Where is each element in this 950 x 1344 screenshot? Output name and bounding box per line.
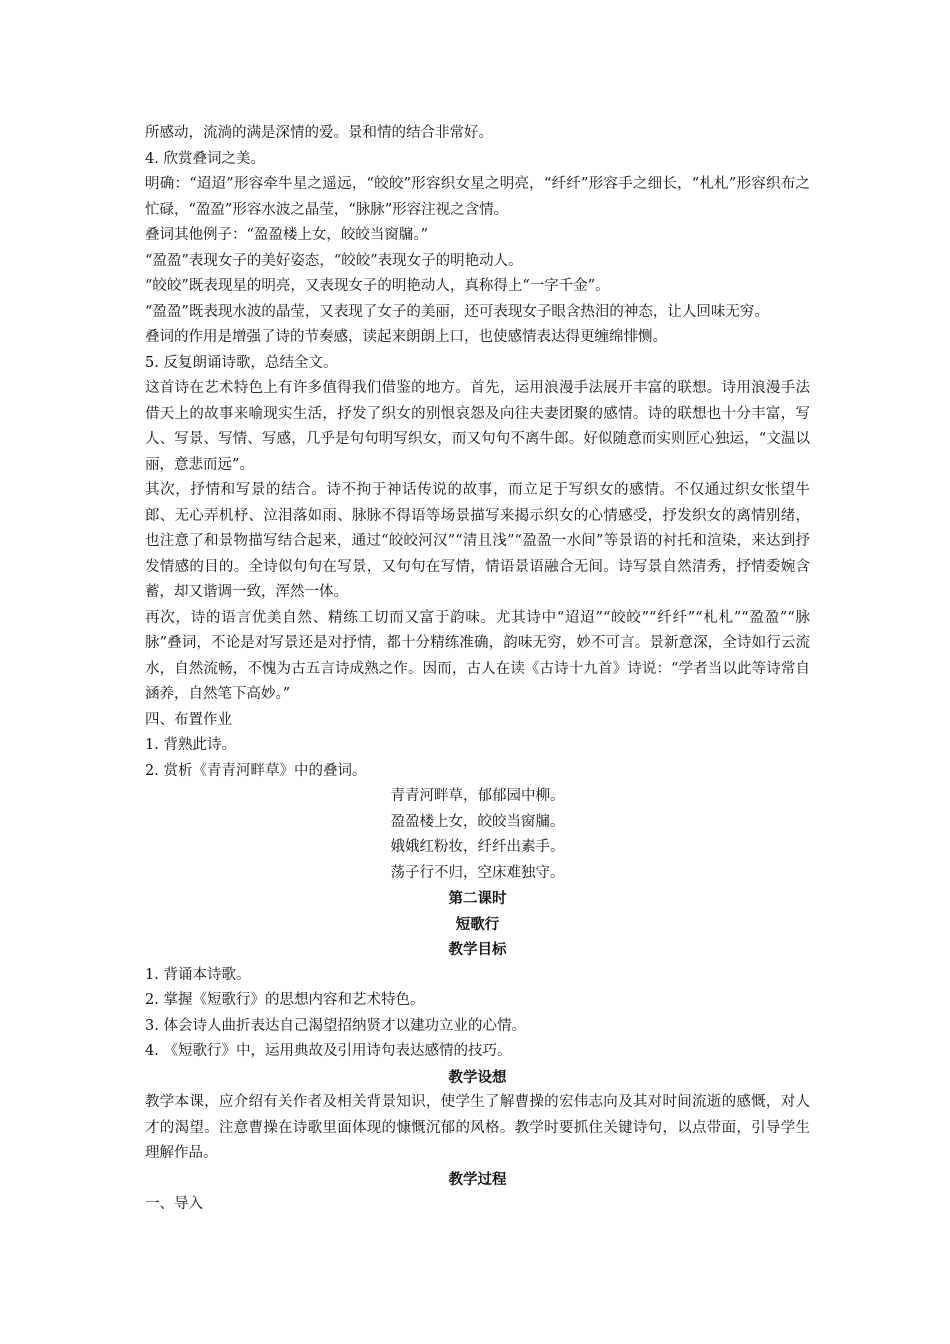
- goal-item: 4. 《短歌行》中，运用典故及引用诗句表达感情的技巧。: [145, 1043, 512, 1059]
- lesson-heading: 第二课时: [448, 890, 507, 907]
- goal-item: 3. 体会诗人曲折表达自己渴望招纳贤才以建功立业的心情。: [145, 1017, 526, 1034]
- paragraph: “皎皎”既表现星的明亮，又表现女子的明艳动人，真称得上“一字千金”。: [145, 278, 610, 294]
- paragraph: “盈盈”既表现水波的晶莹，又表现了女子的美丽，还可表现女子眼含热泪的神态，让人回味无穷。: [145, 303, 769, 320]
- poem-line: 娥娥红粉妆，纤纤出素手。: [390, 839, 565, 855]
- section-heading: 四、布置作业: [145, 711, 232, 728]
- goal-item: 2. 掌握《短歌行》的思想内容和艺术特色。: [145, 992, 425, 1008]
- list-item: 2. 赏析《青青河畔草》中的叠词。: [145, 762, 367, 779]
- design-heading: 教学设想: [448, 1068, 507, 1086]
- document-page: [145, 121, 810, 1218]
- paragraph: 其次，抒情和写景的结合。诗不拘于神话传说的故事，而立足于写织女的感情。不仅通过织女怅望牛郎、无心弄机杼、泣泪落如雨、脉脉不得语等场景描写来揭示织女的心情感受，抒发织女的离情别绪，也注意了和景物描写结合起来，通过“皎皎河汉”“清且浅”“盈盈一水间”等景语的衬托和渲染，来达到抒发情感的目的。全诗似句句在写景，又句句在写情，情语景语融合无间。诗写景自然清秀，抒情委婉含蓄，却又谐调一致，浑然一体。: [145, 482, 810, 600]
- paragraph: 这首诗在艺术特色上有许多值得我们借鉴的地方。首先，运用浪漫手法展开丰富的联想。诗用浪漫手法借天上的故事来喻现实生活，抒发了织女的别恨哀怨及向往夫妻团聚的感情。诗的联想也十分丰富，写人、写景、写情、写感，几乎是句句明写织女，而又句句不离牛郎。好似随意而实则匠心独运，“文温以丽，意悲而远”。: [145, 380, 810, 473]
- paragraph: 明确：“迢迢”形容牵牛星之遥远，“皎皎”形容织女星之明亮，“纤纤”形容手之细长，“札札”形容织布之忙碌，“盈盈”形容水波之晶莹，“脉脉”形容注视之含情。: [145, 176, 810, 218]
- list-item: 1. 背熟此诗。: [145, 737, 236, 753]
- paragraph: 所感动，流淌的满是深情的爱。景和情的结合非常好。: [145, 125, 493, 141]
- paragraph: 叠词其他例子：“盈盈楼上女，皎皎当窗牖。”: [145, 227, 429, 243]
- poem-line: 盈盈楼上女，皎皎当窗牖。: [390, 813, 565, 830]
- paragraph: “盈盈”表现女子的美好姿态，“皎皎”表现女子的明艳动人。: [145, 252, 523, 269]
- goals-heading: 教学目标: [448, 941, 507, 958]
- lesson-title: 短歌行: [455, 915, 500, 933]
- design-paragraph: 教学本课，应介绍有关作者及相关背景知识，使学生了解曹操的宏伟志向及其对时间流逝的感慨，对人才的渴望。注意曹操在诗歌里面体现的慷慨沉郁的风格。教学时要抓住关键诗句，以点带面，引导学生理解作品。: [145, 1094, 810, 1161]
- paragraph: 4. 欣赏叠词之美。: [145, 150, 265, 167]
- paragraph: 5. 反复朗诵诗歌，总结全文。: [145, 354, 338, 371]
- goal-item: 1. 背诵本诗歌。: [145, 966, 251, 983]
- process-heading: 教学过程: [448, 1170, 507, 1188]
- process-step: 一、导入: [145, 1196, 203, 1212]
- poem-line: 青青河畔草，郁郁园中柳。: [390, 788, 565, 804]
- paragraph: 叠词的作用是增强了诗的节奏感，读起来朗朗上口，也使感情表达得更缠绵悱恻。: [145, 329, 667, 345]
- poem-line: 荡子行不归，空床难独守。: [390, 864, 565, 881]
- paragraph: 再次，诗的语言优美自然、精练工切而又富于韵味。尤其诗中“迢迢”“皎皎”“纤纤”“札札”“盈盈”“脉脉”叠词，不论是对写景还是对抒情，都十分精练准确，韵味无穷，妙不可言。景新意深，全诗如行云流水，自然流畅，不愧为古五言诗成熟之作。因而，古人在读《古诗十九首》诗说：“学者当以此等诗常自涵养，自然笔下高妙。”: [145, 609, 810, 702]
